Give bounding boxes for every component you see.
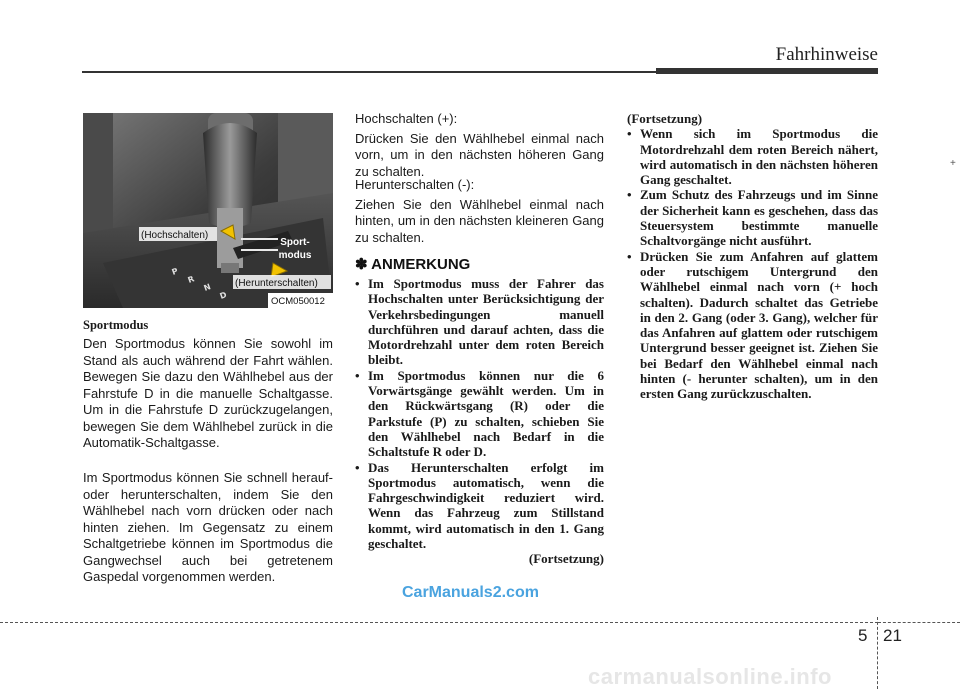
gear-r-label: R bbox=[186, 274, 196, 285]
sportmode-heading: Sportmodus bbox=[83, 318, 149, 332]
page-number: 21 bbox=[883, 626, 902, 645]
list-item: • Im Sportmodus können nur die 6 Vorwärtsgänge gewählt werden. Um in den Rückwärtsgang (R) oder die Parkstufe (P) zu schalten, schieben Sie den Wählhebel nach Bedarf in die Schaltstufe R oder D. bbox=[355, 367, 604, 460]
site-watermark-footer[interactable]: carmanualsonline.info bbox=[588, 664, 832, 689]
gear-p-label: P bbox=[170, 266, 180, 277]
downshift-heading: Herunterschalten (-): bbox=[355, 177, 475, 192]
continued-heading: (Fortsetzung) bbox=[627, 111, 703, 126]
list-item: • Drücken Sie zum Anfahren auf glattem oder rutschigem Untergrund den Wählhebel einmal nach vorn (+ hoch schalten). Dadurch schaltet das Getriebe in den 2. Gang (oder 3. Gang), welcher für das Anfahren auf glattem oder rutschigem Untergrund besser geeignet ist. Ziehen Sie bei Bedarf den Wählhebel einmal nach hinten (- herunter schalten), um in den ersten Gang zurückzuschalten. bbox=[627, 248, 878, 402]
continued-marker: (Fortsetzung) bbox=[528, 551, 604, 567]
upshift-heading: Hochschalten (+): bbox=[355, 111, 458, 126]
chapter-number: 5 bbox=[858, 626, 868, 645]
footer-rule bbox=[0, 622, 878, 623]
upshift-text: Drücken Sie den Wählhebel einmal nach vorn, um in den nächsten höheren Gang zu schalten. bbox=[355, 130, 604, 179]
footer-rule-right bbox=[878, 622, 960, 623]
paragraph-text: Im Sportmodus können Sie schnell herauf- oder herunterschalten, indem Sie den Wählhebel nach vorn drücken oder nach hinten ziehen. Im Gegensatz zu einem Schaltgetriebe können im Sportmodus die Gangwechsel auch bei getretenem Gaspedal vorgenommen werden. bbox=[83, 470, 333, 584]
gear-n-label: N bbox=[202, 282, 212, 293]
sport-mode-label-line1: Sport- bbox=[280, 237, 310, 248]
upshift-section bbox=[355, 111, 604, 182]
footer-divider bbox=[877, 617, 878, 689]
sportmode-paragraph-2 bbox=[83, 470, 333, 588]
site-watermark-link[interactable]: CarManuals2.com bbox=[402, 584, 539, 601]
header-rule-accent bbox=[656, 68, 878, 74]
sportmode-paragraph-1 bbox=[83, 336, 333, 454]
note-list-1 bbox=[355, 276, 604, 567]
note-heading: ✽ ANMERKUNG bbox=[355, 256, 471, 273]
header-rule bbox=[82, 71, 656, 73]
upshift-label: (Hochschalten) bbox=[141, 230, 209, 241]
list-item: • Das Herunterschalten erfolgt im Sportmodus automatisch, wenn die Fahrgeschwindigkeit reduziert wird. Wenn das Fahrzeug zum Stillstand kommt, wird automatisch in den 1. Gang geschaltet. bbox=[355, 459, 604, 552]
section-title: Fahrhinweise bbox=[775, 44, 878, 65]
downshift-text: Ziehen Sie den Wählhebel einmal nach hinten, um in den nächsten kleineren Gang zu schalten. bbox=[355, 196, 604, 245]
figure-code: OCM050012 bbox=[271, 296, 325, 307]
downshift-label: (Herunterschalten) bbox=[235, 278, 318, 289]
gear-shifter-photo bbox=[83, 113, 333, 308]
paragraph-text: Den Sportmodus können Sie sowohl im Stand als auch während der Fahrt wählen. Bewegen Sie dazu den Wählhebel aus der Fahrstufe D in die manuelle Schaltgasse. Um in die Fahrstufe D zurückzugelangen, bewegen Sie dem Wählhebel zurück in die Automatik-Schaltgasse. bbox=[83, 336, 333, 450]
gear-d-label: D bbox=[218, 290, 228, 301]
list-item: • Wenn sich im Sportmodus die Motordrehzahl dem roten Bereich nähert, wird automatisch in den nächsten höheren Gang geschaltet. bbox=[627, 126, 878, 188]
sport-mode-label-line2: modus bbox=[278, 250, 312, 261]
registration-mark: + bbox=[950, 158, 956, 169]
downshift-section bbox=[355, 177, 604, 248]
list-item: • Zum Schutz des Fahrzeugs und im Sinne der Sicherheit kann es geschehen, dass das Steuersystem bestimmte manuelle Schaltvorgänge nicht ausführt. bbox=[627, 187, 878, 249]
note-list-2 bbox=[627, 111, 878, 402]
list-item: • Im Sportmodus muss der Fahrer das Hochschalten unter Berücksichtigung der Verkehrsbedingungen manuell durchführen und darauf achten, dass die Motordrehzahl unter dem roten Bereich bleibt. bbox=[355, 276, 604, 368]
